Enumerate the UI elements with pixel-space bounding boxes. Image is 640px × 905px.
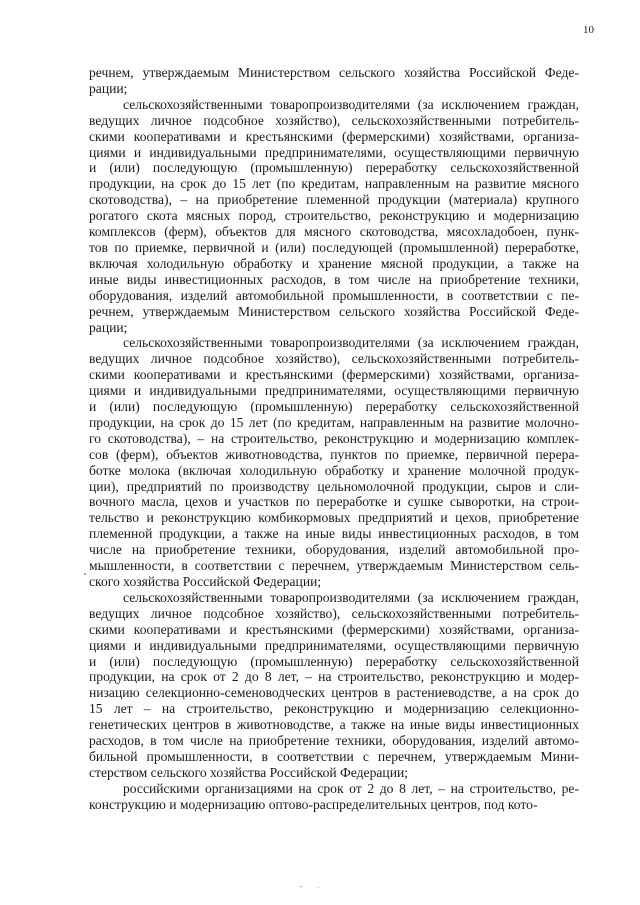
text-line: ции), предприятий по производству цельномолочной продукции, сыров и сли-: [89, 478, 579, 494]
text-line: речнем, утверждаемым Министерством сельского хозяйства Российской Феде-: [89, 65, 579, 80]
text-line: стерством сельского хозяйства Российской Федерации;: [89, 764, 409, 780]
document-body: [89, 65, 579, 813]
text-line: расходов, в том числе на приобретение техники, оборудования, изделий автомо-: [89, 733, 579, 749]
scan-speck: [84, 573, 86, 575]
text-line: рации;: [89, 80, 128, 96]
text-line: сельскохозяйственными товаропроизводителями (за исключением граждан,: [123, 335, 579, 351]
text-line: рации;: [89, 319, 128, 335]
text-line: циями и индивидуальными предпринимателями, осуществляющими первичную: [89, 383, 579, 399]
text-line: и (или) последующую (промышленную) переработку сельскохозяйственной: [89, 653, 579, 669]
text-line: речнем, утверждаемым Министерством сельского хозяйства Российской Феде-: [89, 303, 579, 319]
text-line: скими кооперативами и крестьянскими (фермерскими) хозяйствами, организа-: [89, 128, 579, 144]
text-line: скими кооперативами и крестьянскими (фермерскими) хозяйствами, организа-: [89, 621, 579, 637]
text-line: сов (ферм), объектов животноводства, пунктов по приемке, первичной перера-: [89, 446, 579, 462]
text-line: ведущих личное подсобное хозяйство), сельскохозяйственными потребитель-: [89, 351, 579, 367]
text-line: тов по приемке, первичной и (или) последующей (промышленной) переработке,: [89, 239, 579, 255]
text-line: циями и индивидуальными предпринимателями, осуществляющими первичную: [89, 144, 579, 160]
text-line: тельство и реконструкцию комбикормовых предприятий и цехов, приобретение: [89, 510, 579, 526]
text-line: включая холодильную обработку и хранение мясной продукции, а также на: [89, 255, 579, 271]
text-line: ведущих личное подсобное хозяйство), сельскохозяйственными потребитель-: [89, 605, 579, 621]
text-line: комплексов (ферм), объектов для мясного скотоводства, мясохладобоен, пунк-: [89, 224, 579, 240]
text-line: числе на приобретение техники, оборудования, изделий автомобильной про-: [89, 542, 579, 558]
page-number: 10: [583, 24, 594, 36]
text-line: продукции, на срок до 15 лет (по кредитам, направленным на развитие мясного: [89, 176, 579, 192]
text-line: сельскохозяйственными товаропроизводителями (за исключением граждан,: [123, 96, 579, 112]
text-line: вочного масла, цехов и участков по переработке и сушке сыворотки, на строи-: [89, 494, 579, 510]
text-line: ского хозяйства Российской Федерации;: [89, 574, 322, 589]
scan-speck: [318, 887, 319, 888]
paragraph: [89, 65, 579, 97]
text-line: российскими организациями на срок от 2 до 8 лет, – на строительство, ре-: [123, 780, 579, 796]
text-line: продукции, на срок от 2 до 8 лет, – на строительство, реконструкцию и модер-: [89, 669, 579, 685]
text-line: конструкцию и модернизацию оптово-распределительных центров, под кото-: [89, 796, 538, 812]
text-line: оборудования, изделий автомобильной промышленности, в соответствии с пе-: [89, 287, 579, 303]
text-line: ведущих личное подсобное хозяйство), сельскохозяйственными потребитель-: [89, 112, 579, 128]
text-line: мышленности, в соответствии с перечнем, утверждаемым Министерством сель-: [89, 558, 579, 574]
text-line: и (или) последующую (промышленную) переработку сельскохозяйственной: [89, 160, 579, 176]
text-line: иные виды инвестиционных расходов, в том числе на приобретение техники,: [89, 271, 579, 287]
text-line: скими кооперативами и крестьянскими (фермерскими) хозяйствами, организа-: [89, 367, 579, 383]
text-line: низацию селекционно-семеноводческих центров в растениеводстве, а на срок до: [89, 685, 579, 701]
paragraph: [89, 335, 579, 590]
paragraph: [89, 781, 579, 813]
text-line: рогатого скота мясных пород, строительство, реконструкцию и модернизацию: [89, 208, 579, 224]
text-line: циями и индивидуальными предпринимателями, осуществляющими первичную: [89, 637, 579, 653]
text-line: скотоводства), – на приобретение племенной продукции (материала) крупного: [89, 192, 579, 208]
text-line: 15 лет – на строительство, реконструкцию и модернизацию селекционно-: [89, 701, 579, 717]
text-line: племенной продукции, а также на иные виды инвестиционных расходов, в том: [89, 526, 579, 542]
text-line: генетических центров в животноводстве, а также на иные виды инвестиционных: [89, 717, 579, 733]
scan-speck: [300, 886, 302, 887]
text-line: и (или) последующую (промышленную) переработку сельскохозяйственной: [89, 399, 579, 415]
text-line: ботке молока (включая холодильную обработку и хранение молочной продук-: [89, 462, 579, 478]
text-line: продукции, на срок до 15 лет (по кредитам, направленным на развитие молочно-: [89, 414, 579, 430]
paragraph: [89, 590, 579, 781]
text-line: сельскохозяйственными товаропроизводителями (за исключением граждан,: [123, 589, 579, 605]
paragraph: [89, 97, 579, 336]
text-line: бильной промышленности, в соответствии с перечнем, утверждаемым Мини-: [89, 748, 579, 764]
text-line: го скотоводства), – на строительство, реконструкцию и модернизацию комплек-: [89, 430, 579, 446]
